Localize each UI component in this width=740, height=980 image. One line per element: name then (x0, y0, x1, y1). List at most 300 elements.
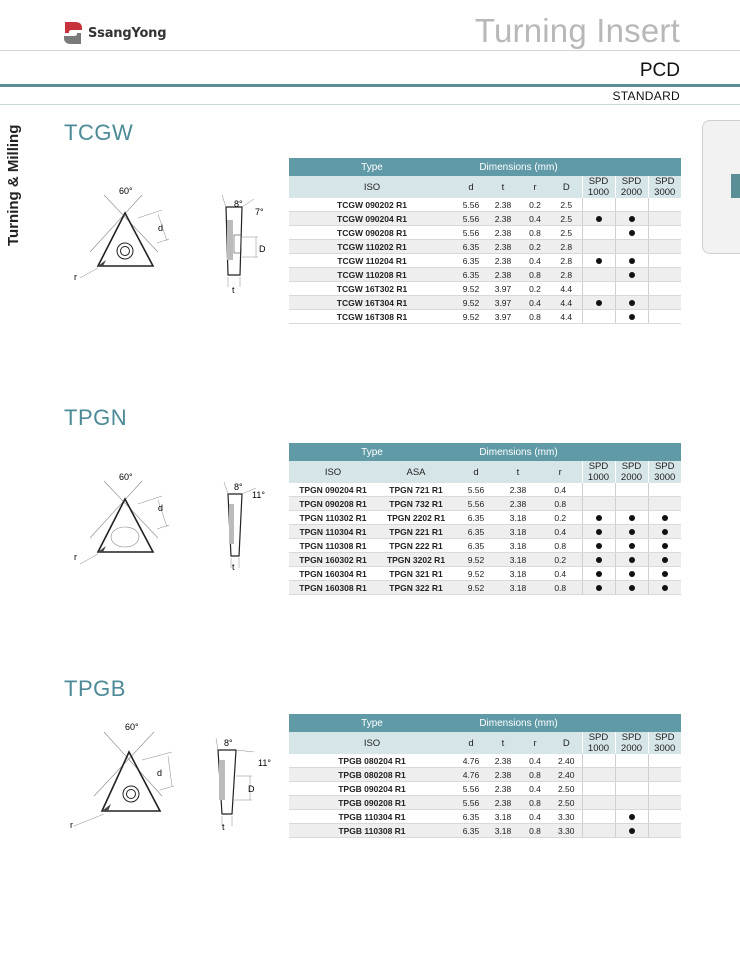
table-row (289, 768, 681, 782)
section-title-tcgw: TCGW (64, 120, 134, 145)
available-dot-icon (596, 529, 602, 535)
tcgw-col-header: r (519, 176, 551, 198)
available-dot-icon (662, 515, 668, 521)
dimension-cell: 0.4 (539, 525, 582, 539)
tpgb-col-header: d (455, 732, 487, 754)
dimension-cell: 0.4 (519, 212, 551, 226)
spd-availability-cell (648, 198, 681, 212)
iso-code-cell: TPGB 090208 R1 (289, 796, 455, 810)
dimension-cell: 0.8 (519, 226, 551, 240)
tpgn-spec-table (289, 443, 681, 595)
spd-availability-cell (648, 782, 681, 796)
tcgw-spd-header: SPD 1000 (582, 176, 615, 198)
tpgn-iso-header: ISO (289, 461, 377, 483)
table-row (289, 796, 681, 810)
dimension-cell: 2.40 (551, 754, 582, 768)
spd-availability-cell (582, 796, 615, 810)
tpgb-spd-header: SPD 2000 (615, 732, 648, 754)
dimension-cell: 3.18 (487, 810, 519, 824)
spd-availability-cell (648, 268, 681, 282)
header-bottom-rule (0, 104, 740, 105)
dimension-cell: 3.97 (487, 310, 519, 324)
tpgn-angle-label: 60° (119, 472, 133, 482)
tpgb-D-label: D (248, 784, 255, 794)
spd-availability-cell (615, 768, 648, 782)
iso-code-cell: TPGN 090208 R1 (289, 497, 377, 511)
tpgb-d-label: d (157, 768, 163, 778)
tcgw-D-label: D (259, 244, 266, 254)
tpgb-col-header: r (519, 732, 551, 754)
dimension-cell: 0.8 (539, 497, 582, 511)
iso-code-cell: TCGW 16T308 R1 (289, 310, 455, 324)
section-title-tpgb: TPGB (64, 676, 126, 701)
tpgb-dims-header: Dimensions (mm) (455, 714, 582, 732)
iso-code-cell: TPGN 110308 R1 (289, 539, 377, 553)
spd-availability-cell (615, 212, 648, 226)
dimension-cell: 2.8 (551, 240, 582, 254)
spd-availability-cell (615, 810, 648, 824)
spd-availability-cell (615, 240, 648, 254)
dimension-cell: 2.5 (551, 226, 582, 240)
dimension-cell: 5.56 (455, 212, 487, 226)
header-divider (0, 50, 740, 51)
tcgw-spd-top (582, 158, 681, 176)
spd-availability-cell (582, 539, 615, 553)
available-dot-icon (629, 216, 635, 222)
spd-availability-cell (648, 310, 681, 324)
table-row (289, 525, 681, 539)
dimension-cell: 0.4 (539, 567, 582, 581)
iso-code-cell: TCGW 110208 R1 (289, 268, 455, 282)
spd-availability-cell (615, 282, 648, 296)
available-dot-icon (662, 543, 668, 549)
table-row (289, 310, 681, 324)
available-dot-icon (596, 300, 602, 306)
asa-code-cell: TPGN 322 R1 (377, 581, 455, 595)
tcgw-spd-header: SPD 3000 (648, 176, 681, 198)
spd-availability-cell (582, 212, 615, 226)
dimension-cell: 2.38 (487, 198, 519, 212)
dimension-cell: 0.4 (519, 782, 551, 796)
dimension-cell: 3.97 (487, 296, 519, 310)
iso-code-cell: TPGN 090204 R1 (289, 483, 377, 497)
dimension-cell: 4.4 (551, 310, 582, 324)
dimension-cell: 0.8 (519, 824, 551, 838)
table-row (289, 553, 681, 567)
tpgb-chip-label: 11° (258, 758, 271, 768)
table-row (289, 782, 681, 796)
section-title-tpgn: TPGN (64, 405, 128, 430)
dimension-cell: 0.8 (519, 310, 551, 324)
dimension-cell: 3.30 (551, 824, 582, 838)
dimension-cell: 2.38 (487, 254, 519, 268)
dimension-cell: 3.18 (497, 525, 539, 539)
tpgb-spd-top (582, 714, 681, 732)
tpgb-iso-header: ISO (289, 732, 455, 754)
dimension-cell: 0.8 (519, 796, 551, 810)
dimension-cell: 4.76 (455, 768, 487, 782)
spd-availability-cell (582, 824, 615, 838)
side-tab-label: Turning & Milling (5, 124, 22, 246)
iso-code-cell: TCGW 16T304 R1 (289, 296, 455, 310)
dimension-cell: 0.8 (539, 581, 582, 595)
tpgn-col-header: t (497, 461, 539, 483)
spd-availability-cell (615, 483, 648, 497)
available-dot-icon (629, 828, 635, 834)
spd-availability-cell (615, 310, 648, 324)
spd-availability-cell (582, 483, 615, 497)
tpgn-spd-header: SPD 2000 (615, 461, 648, 483)
available-dot-icon (629, 258, 635, 264)
tpgb-clearance-label: 8° (224, 738, 233, 748)
dimension-cell: 0.4 (519, 754, 551, 768)
dimension-cell: 0.2 (519, 198, 551, 212)
dimension-cell: 5.56 (455, 796, 487, 810)
iso-code-cell: TCGW 090208 R1 (289, 226, 455, 240)
spd-availability-cell (582, 511, 615, 525)
spd-availability-cell (648, 553, 681, 567)
dimension-cell: 2.5 (551, 212, 582, 226)
dimension-cell: 4.4 (551, 296, 582, 310)
available-dot-icon (629, 585, 635, 591)
spd-availability-cell (615, 567, 648, 581)
tpgn-asa-header: ASA (377, 461, 455, 483)
tpgb-top-view (64, 716, 194, 836)
dimension-cell: 5.56 (455, 226, 487, 240)
spd-availability-cell (615, 226, 648, 240)
spd-availability-cell (582, 768, 615, 782)
dimension-cell: 2.38 (487, 212, 519, 226)
available-dot-icon (596, 557, 602, 563)
spd-availability-cell (582, 810, 615, 824)
available-dot-icon (596, 543, 602, 549)
dimension-cell: 6.35 (455, 254, 487, 268)
table-row (289, 810, 681, 824)
available-dot-icon (596, 585, 602, 591)
dimension-cell: 0.8 (519, 768, 551, 782)
iso-code-cell: TPGB 090204 R1 (289, 782, 455, 796)
tpgn-spd-top (582, 443, 681, 461)
table-row (289, 198, 681, 212)
dimension-cell: 0.4 (519, 296, 551, 310)
table-row (289, 240, 681, 254)
iso-code-cell: TCGW 110202 R1 (289, 240, 455, 254)
spd-availability-cell (615, 796, 648, 810)
dimension-cell: 2.38 (487, 768, 519, 782)
tpgn-t-label: t (232, 562, 235, 572)
brand-logo-icon (62, 20, 84, 46)
available-dot-icon (629, 272, 635, 278)
tpgn-d-label: d (158, 503, 164, 513)
table-row (289, 511, 681, 525)
available-dot-icon (629, 230, 635, 236)
spd-availability-cell (615, 497, 648, 511)
asa-code-cell: TPGN 222 R1 (377, 539, 455, 553)
tpgn-spd-header: SPD 3000 (648, 461, 681, 483)
dimension-cell: 6.35 (455, 268, 487, 282)
available-dot-icon (629, 557, 635, 563)
tcgw-col-header: d (455, 176, 487, 198)
asa-code-cell: TPGN 2202 R1 (377, 511, 455, 525)
tcgw-col-header: t (487, 176, 519, 198)
dimension-cell: 4.76 (455, 754, 487, 768)
dimension-cell: 2.38 (487, 754, 519, 768)
dimension-cell: 2.40 (551, 768, 582, 782)
spd-availability-cell (615, 553, 648, 567)
tpgb-side-view (204, 734, 279, 834)
dimension-cell: 6.35 (455, 511, 497, 525)
tcgw-t-label: t (232, 285, 235, 295)
tcgw-spec-table (289, 158, 681, 324)
spd-availability-cell (582, 754, 615, 768)
spd-availability-cell (648, 282, 681, 296)
iso-code-cell: TPGN 110302 R1 (289, 511, 377, 525)
iso-code-cell: TPGB 080208 R1 (289, 768, 455, 782)
iso-code-cell: TPGN 160308 R1 (289, 581, 377, 595)
table-row (289, 567, 681, 581)
dimension-cell: 2.38 (487, 782, 519, 796)
asa-code-cell: TPGN 221 R1 (377, 525, 455, 539)
dimension-cell: 2.50 (551, 796, 582, 810)
tpgb-type-header: Type (289, 714, 455, 732)
dimension-cell: 9.52 (455, 553, 497, 567)
spd-availability-cell (582, 782, 615, 796)
iso-code-cell: TCGW 16T302 R1 (289, 282, 455, 296)
spd-availability-cell (582, 310, 615, 324)
asa-code-cell: TPGN 3202 R1 (377, 553, 455, 567)
iso-code-cell: TPGN 160304 R1 (289, 567, 377, 581)
side-tab-marker (731, 174, 740, 198)
available-dot-icon (596, 571, 602, 577)
tpgb-col-header: t (487, 732, 519, 754)
tpgn-clearance-label: 8° (234, 482, 243, 492)
spd-availability-cell (582, 226, 615, 240)
tpgb-col-header: D (551, 732, 582, 754)
spd-availability-cell (648, 497, 681, 511)
dimension-cell: 2.5 (551, 198, 582, 212)
tcgw-side-view (212, 195, 282, 295)
dimension-cell: 6.35 (455, 810, 487, 824)
dimension-cell: 9.52 (455, 581, 497, 595)
spd-availability-cell (615, 824, 648, 838)
spd-availability-cell (648, 226, 681, 240)
dimension-cell: 9.52 (455, 282, 487, 296)
dimension-cell: 6.35 (455, 824, 487, 838)
dimension-cell: 5.56 (455, 782, 487, 796)
table-row (289, 254, 681, 268)
header-accent-rule (0, 84, 740, 87)
asa-code-cell: TPGN 721 R1 (377, 483, 455, 497)
available-dot-icon (629, 314, 635, 320)
dimension-cell: 5.56 (455, 483, 497, 497)
spd-availability-cell (648, 525, 681, 539)
dimension-cell: 0.2 (519, 240, 551, 254)
spd-availability-cell (648, 567, 681, 581)
spd-availability-cell (615, 296, 648, 310)
spd-availability-cell (648, 483, 681, 497)
spd-availability-cell (582, 254, 615, 268)
table-row (289, 268, 681, 282)
available-dot-icon (629, 571, 635, 577)
dimension-cell: 0.2 (539, 511, 582, 525)
iso-code-cell: TPGB 110304 R1 (289, 810, 455, 824)
dimension-cell: 2.38 (497, 497, 539, 511)
dimension-cell: 2.8 (551, 254, 582, 268)
dimension-cell: 3.18 (497, 567, 539, 581)
available-dot-icon (629, 543, 635, 549)
table-row (289, 754, 681, 768)
page-title: Turning Insert (474, 12, 680, 49)
tpgb-spd-header: SPD 1000 (582, 732, 615, 754)
available-dot-icon (596, 258, 602, 264)
dimension-cell: 9.52 (455, 296, 487, 310)
table-row (289, 226, 681, 240)
dimension-cell: 9.52 (455, 567, 497, 581)
dimension-cell: 0.2 (519, 282, 551, 296)
dimension-cell: 2.38 (487, 226, 519, 240)
tpgb-spd-header: SPD 3000 (648, 732, 681, 754)
iso-code-cell: TCGW 110204 R1 (289, 254, 455, 268)
table-row (289, 824, 681, 838)
table-row (289, 539, 681, 553)
tpgn-spd-header: SPD 1000 (582, 461, 615, 483)
iso-code-cell: TPGN 110304 R1 (289, 525, 377, 539)
spd-availability-cell (648, 511, 681, 525)
dimension-cell: 2.8 (551, 268, 582, 282)
dimension-cell: 2.50 (551, 782, 582, 796)
dimension-cell: 0.4 (519, 810, 551, 824)
tpgn-top-view (70, 466, 190, 576)
dimension-cell: 2.38 (487, 240, 519, 254)
dimension-cell: 3.18 (497, 581, 539, 595)
tcgw-spd-header: SPD 2000 (615, 176, 648, 198)
available-dot-icon (629, 515, 635, 521)
spd-availability-cell (648, 796, 681, 810)
spd-availability-cell (615, 198, 648, 212)
available-dot-icon (662, 571, 668, 577)
spd-availability-cell (582, 525, 615, 539)
tcgw-r-label: r (74, 272, 77, 282)
tpgn-type-header: Type (289, 443, 455, 461)
available-dot-icon (662, 529, 668, 535)
table-row (289, 497, 681, 511)
spd-availability-cell (648, 254, 681, 268)
tcgw-col-header: D (551, 176, 582, 198)
available-dot-icon (662, 557, 668, 563)
spd-availability-cell (648, 212, 681, 226)
spd-availability-cell (615, 511, 648, 525)
iso-code-cell: TCGW 090204 R1 (289, 212, 455, 226)
dimension-cell: 3.97 (487, 282, 519, 296)
table-row (289, 296, 681, 310)
spd-availability-cell (615, 268, 648, 282)
spd-availability-cell (615, 754, 648, 768)
table-row (289, 483, 681, 497)
dimension-cell: 0.8 (539, 539, 582, 553)
spd-availability-cell (582, 497, 615, 511)
spd-availability-cell (615, 581, 648, 595)
spd-availability-cell (582, 296, 615, 310)
dimension-cell: 6.35 (455, 539, 497, 553)
spd-availability-cell (582, 553, 615, 567)
spd-availability-cell (582, 198, 615, 212)
dimension-cell: 6.35 (455, 240, 487, 254)
dimension-cell: 0.8 (519, 268, 551, 282)
tcgw-angle-label: 60° (119, 186, 133, 196)
dimension-cell: 2.38 (497, 483, 539, 497)
tpgb-spec-table (289, 714, 681, 838)
dimension-cell: 3.18 (487, 824, 519, 838)
spd-availability-cell (615, 525, 648, 539)
spd-availability-cell (582, 282, 615, 296)
tcgw-d-label: d (158, 223, 164, 233)
available-dot-icon (629, 529, 635, 535)
spd-availability-cell (648, 768, 681, 782)
available-dot-icon (596, 216, 602, 222)
iso-code-cell: TPGB 110308 R1 (289, 824, 455, 838)
dimension-cell: 2.38 (487, 796, 519, 810)
tcgw-chip-label: 7° (255, 207, 264, 217)
spd-availability-cell (648, 581, 681, 595)
tcgw-clearance-label: 8° (234, 199, 243, 209)
available-dot-icon (629, 814, 635, 820)
iso-code-cell: TPGN 160302 R1 (289, 553, 377, 567)
tpgn-r-label: r (74, 552, 77, 562)
dimension-cell: 5.56 (455, 198, 487, 212)
spd-availability-cell (648, 824, 681, 838)
dimension-cell: 0.4 (519, 254, 551, 268)
tpgn-chip-label: 11° (252, 490, 265, 500)
dimension-cell: 4.4 (551, 282, 582, 296)
asa-code-cell: TPGN 321 R1 (377, 567, 455, 581)
brand-name: SsangYong (88, 25, 167, 41)
spd-availability-cell (648, 754, 681, 768)
tpgn-col-header: r (539, 461, 582, 483)
dimension-cell: 6.35 (455, 525, 497, 539)
iso-code-cell: TCGW 090202 R1 (289, 198, 455, 212)
dimension-cell: 0.4 (539, 483, 582, 497)
dimension-cell: 3.18 (497, 553, 539, 567)
spd-availability-cell (648, 296, 681, 310)
dimension-cell: 5.56 (455, 497, 497, 511)
tpgn-dims-header: Dimensions (mm) (455, 443, 582, 461)
tcgw-top-view (70, 180, 190, 290)
available-dot-icon (662, 585, 668, 591)
dimension-cell: 2.38 (487, 268, 519, 282)
table-row (289, 581, 681, 595)
asa-code-cell: TPGN 732 R1 (377, 497, 455, 511)
tcgw-type-header: Type (289, 158, 455, 176)
tpgb-r-label: r (70, 820, 73, 830)
tpgb-t-label: t (222, 822, 225, 832)
dimension-cell: 0.2 (539, 553, 582, 567)
dimension-cell: 3.18 (497, 539, 539, 553)
spd-availability-cell (582, 581, 615, 595)
spd-availability-cell (648, 810, 681, 824)
available-dot-icon (629, 300, 635, 306)
spd-availability-cell (615, 254, 648, 268)
spd-availability-cell (582, 268, 615, 282)
tpgn-col-header: d (455, 461, 497, 483)
category-label: PCD (639, 60, 680, 81)
dimension-cell: 3.18 (497, 511, 539, 525)
subcategory-label: STANDARD (612, 89, 680, 103)
tcgw-iso-header: ISO (289, 176, 455, 198)
spd-availability-cell (582, 567, 615, 581)
iso-code-cell: TPGB 080204 R1 (289, 754, 455, 768)
table-row (289, 282, 681, 296)
spd-availability-cell (615, 782, 648, 796)
